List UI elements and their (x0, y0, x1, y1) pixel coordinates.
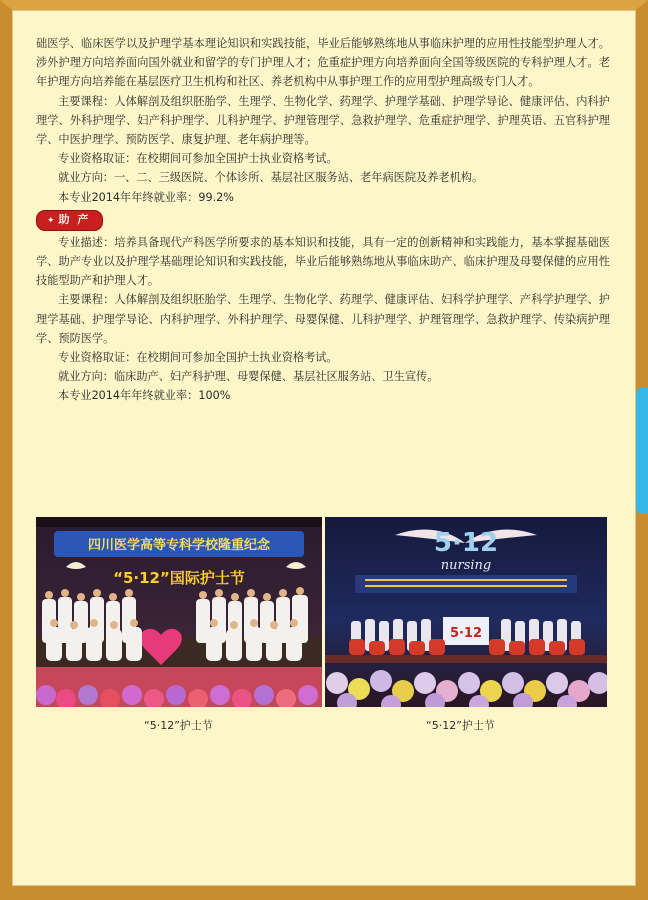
nursing-courses: 主要课程：人体解剖及组织胚胎学、生理学、生物化学、药理学、护理学基础、护理学导论、健康评估、内科护理学、外科护理学、妇产科护理学、儿科护理学、护理管理学、急救护理学、危重症护理学、护理英语、五官科护理学、中医护理学、预防医学、康复护理、老年病护理等。 (36, 94, 610, 147)
stage-title-text: “5·12”国际护士节 (113, 569, 245, 587)
gala-logo-text: 5·12 (433, 528, 499, 558)
nursing-employment-rate: 本专业2014年年终就业率：99.2% (58, 190, 234, 204)
midwifery-employment-rate: 本专业2014年年终就业率：100% (58, 389, 231, 403)
midwifery-heading-row (36, 210, 610, 232)
midwifery-badge-label: 助 产 (58, 212, 91, 226)
side-index-tab (636, 388, 648, 514)
nurses-day-photo-stage (36, 517, 322, 707)
badge-star-icon: ✦ (47, 215, 57, 226)
nursing-qualification: 专业资格取证：在校期间可参加全国护士执业资格考试。 (58, 152, 338, 166)
photo-caption-left: “5·12”护士节 (144, 719, 213, 732)
midwifery-description: 专业描述：培养具备现代产科医学所要求的基本知识和技能，具有一定的创新精神和实践能力，基本掌握基础医学、助产专业以及护理学基础理论知识和实践技能，毕业后能够熟练地从事临床助产、临床护理及母婴保健的应用性技能型助产和护理人才。 (36, 235, 610, 288)
midwifery-employment: 就业方向：临床助产、妇产科护理、母婴保健、基层社区服务站、卫生宣传。 (58, 370, 439, 384)
article-body (36, 34, 610, 406)
stage-sign-text: 5·12 (449, 626, 483, 641)
photo-stage-illustration (36, 517, 322, 707)
midwifery-courses: 主要课程：人体解剖及组织胚胎学、生理学、生物化学、药理学、健康评估、妇科学护理学、产科学护理学、护理学基础、护理学导论、内科护理学、外科护理学、母婴保健、儿科护理学、护理管理学、急救护理学、传染病护理学、预防医学。 (36, 293, 610, 345)
banner-text: 四川医学高等专科学校隆重纪念 (87, 538, 271, 553)
midwifery-qualification: 专业资格取证：在校期间可参加全国护士执业资格考试。 (58, 351, 338, 365)
nurses-day-photo-gala (325, 517, 607, 707)
nursing-employment: 就业方向：一、二、三级医院、个体诊所、基层社区服务站、老年病医院及养老机构。 (58, 171, 484, 185)
photo-caption-right: “5·12”护士节 (426, 719, 495, 732)
midwifery-badge (36, 210, 103, 231)
photo-gala-illustration (325, 517, 607, 707)
gala-logo-sub: nursing (440, 558, 492, 573)
nursing-description-tail: 础医学、临床医学以及护理学基本理论知识和实践技能，毕业后能够熟练地从事临床护理的应用性技能型护理人才。涉外护理方向培养面向国外就业和留学的专门护理人才；危重症护理方向培养面向全国等级医院的专科护理人才。老年护理方向培养能在基层医疗卫生机构和社区、养老机构中从事护理工作的应用型护理高级专门人才。 (36, 37, 610, 89)
